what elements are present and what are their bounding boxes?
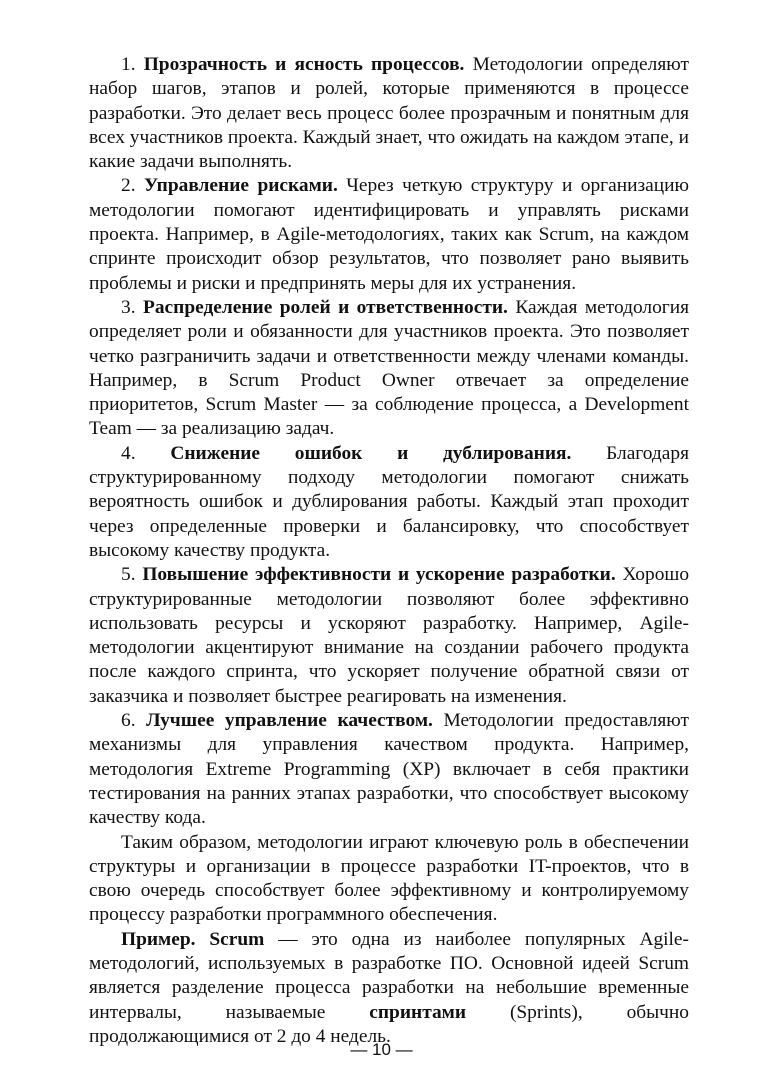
paragraph-5	[89, 563, 689, 709]
page-number: — 10 —	[350, 1040, 413, 1059]
paragraph-1	[89, 53, 689, 174]
paragraph-4	[89, 442, 689, 563]
item-heading: Повышение эффективности и ускорение разработки.	[142, 564, 616, 586]
example-text-1: — это одна из наиболее популярных Agile-методологий, используемых в разработке ПО. Основной идеей Scrum является разделение процесса разработки на небольшие временные интервалы, называемые	[89, 928, 689, 1023]
item-number: 4.	[121, 442, 136, 464]
item-heading: Управление рисками.	[144, 175, 338, 197]
item-text: Хорошо структурированные методологии позволяют более эффективно использовать ресурсы и ускоряют разработку. Например, Agile-методологии акцентируют внимание на создании рабочего продукта после каждого спринта, что ускоряет получение обратной связи от заказчика и позволяет быстрее реагировать на изменения.	[89, 564, 690, 707]
paragraph-3	[89, 296, 689, 442]
item-number: 2.	[121, 175, 136, 197]
paragraph-6	[89, 709, 689, 830]
item-number: 1.	[121, 54, 136, 75]
item-heading: Снижение ошибок и дублирования.	[170, 442, 572, 464]
item-number: 3.	[121, 296, 136, 318]
item-number: 5.	[121, 564, 136, 586]
item-text: Благодаря структурированному подходу методологии помогают снижать вероятность ошибок и дублирования работы. Каждый этап проходит через определенные проверки и балансировку, что способствует высокому качеству продукта.	[89, 442, 689, 561]
paragraph-2	[89, 174, 689, 295]
item-text: Методологии определяют набор шагов, этапов и ролей, которые применяются в процессе разработки. Это делает весь процесс более прозрачным и понятным для всех участников проекта. Каждый знает, что ожидать на каждом этапе, и какие задачи выполнять.	[89, 54, 689, 173]
page-body	[89, 53, 689, 1049]
example-sprints: спринтами	[369, 1001, 467, 1023]
example-label: Пример.	[121, 928, 196, 950]
item-heading: Лучшее управление качеством.	[146, 710, 433, 732]
example-paragraph	[89, 928, 689, 1049]
item-text: Методологии предоставляют механизмы для управления качеством продукта. Например, методология Extreme Programming (XP) включает в себя практики тестирования на ранних этапах разработки, что способствует высокому качеству кода.	[89, 710, 689, 829]
item-heading: Распределение ролей и ответственности.	[143, 296, 508, 318]
item-number: 6.	[121, 710, 136, 732]
item-text: Через четкую структуру и организацию методологии помогают идентифицировать и управлять рисками проекта. Например, в Agile-методологиях, таких как Scrum, на каждом спринте происходит обзор результатов, что позволяет рано выявить проблемы и риски и предпринять меры для их устранения.	[89, 175, 689, 294]
conclusion-paragraph: Таким образом, методологии играют ключевую роль в обеспечении структуры и организации в процессе разработки IT-проектов, что в свою очередь способствует более эффективному и контролируемому процессу разработки программного обеспечения.	[89, 831, 689, 926]
item-heading: Прозрачность и ясность процессов.	[143, 54, 465, 75]
example-text-2: (Sprints), обычно продолжающимися от 2 до 4 недель.	[89, 1001, 689, 1047]
example-term: Scrum	[209, 928, 265, 950]
item-text: Каждая методология определяет роли и обязанности для участников проекта. Это позволяет четко разграничить задачи и ответственности между членами команды. Например, в Scrum Product Owner отвечает за определение приоритетов, Scrum Master — за соблюдение процесса, а Development Team — за реализацию задач.	[89, 296, 690, 440]
